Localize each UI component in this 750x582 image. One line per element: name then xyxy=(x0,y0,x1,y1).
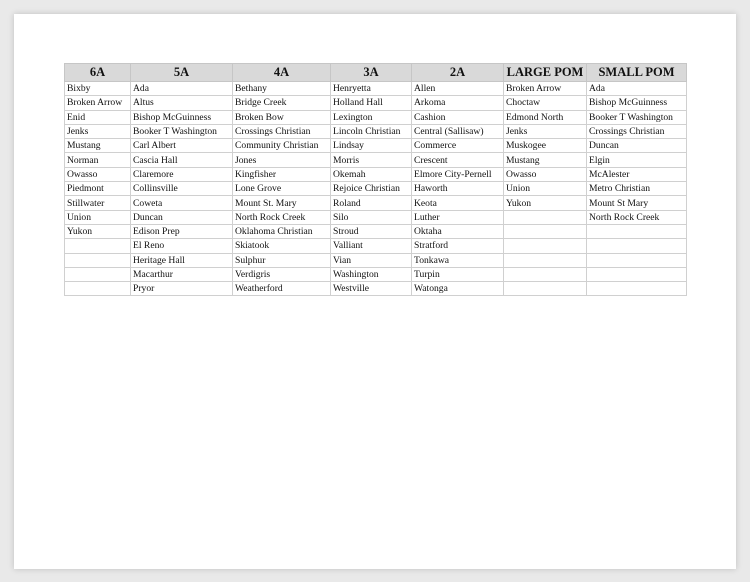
table-cell: Verdigris xyxy=(233,267,331,281)
table-cell: Arkoma xyxy=(412,96,504,110)
table-cell: Booker T Washington xyxy=(587,110,687,124)
table-cell: Crossings Christian xyxy=(233,124,331,138)
table-cell: Jones xyxy=(233,153,331,167)
table-cell: Valliant xyxy=(331,239,412,253)
table-cell: Cashion xyxy=(412,110,504,124)
table-cell xyxy=(65,267,131,281)
table-cell: Community Christian xyxy=(233,139,331,153)
table-cell: Owasso xyxy=(504,167,587,181)
table-cell: Edison Prep xyxy=(131,224,233,238)
table-cell: Holland Hall xyxy=(331,96,412,110)
table-cell: Duncan xyxy=(131,210,233,224)
table-cell: Duncan xyxy=(587,139,687,153)
table-cell: Bridge Creek xyxy=(233,96,331,110)
table-cell: Kingfisher xyxy=(233,167,331,181)
table-cell: Enid xyxy=(65,110,131,124)
table-cell: Elgin xyxy=(587,153,687,167)
table-cell: Cascia Hall xyxy=(131,153,233,167)
table-cell: Tonkawa xyxy=(412,253,504,267)
table-cell: Elmore City-Pernell xyxy=(412,167,504,181)
table-cell: Turpin xyxy=(412,267,504,281)
table-cell: Macarthur xyxy=(131,267,233,281)
table-cell: Stillwater xyxy=(65,196,131,210)
table-cell xyxy=(504,210,587,224)
column-header: SMALL POM xyxy=(587,64,687,82)
table-cell: Oktaha xyxy=(412,224,504,238)
table-cell xyxy=(65,282,131,296)
table-row xyxy=(65,253,687,267)
table-cell: North Rock Creek xyxy=(233,210,331,224)
table-cell: Keota xyxy=(412,196,504,210)
table-cell: Coweta xyxy=(131,196,233,210)
table-row xyxy=(65,124,687,138)
table-cell: Crossings Christian xyxy=(587,124,687,138)
table-cell: Mount St. Mary xyxy=(233,196,331,210)
table-cell xyxy=(587,282,687,296)
table-cell: Skiatook xyxy=(233,239,331,253)
table-cell: Rejoice Christian xyxy=(331,182,412,196)
table-cell: Sulphur xyxy=(233,253,331,267)
table-cell: Jenks xyxy=(504,124,587,138)
table-cell: Booker T Washington xyxy=(131,124,233,138)
table-cell: Westville xyxy=(331,282,412,296)
column-header: 5A xyxy=(131,64,233,82)
table-cell xyxy=(587,224,687,238)
table-cell: Lincoln Christian xyxy=(331,124,412,138)
table-cell: Lone Grove xyxy=(233,182,331,196)
table-cell: Union xyxy=(65,210,131,224)
table-cell: Bixby xyxy=(65,82,131,96)
table-cell: Watonga xyxy=(412,282,504,296)
classification-table xyxy=(64,63,687,296)
table-cell xyxy=(587,239,687,253)
column-header: 2A xyxy=(412,64,504,82)
table-cell: Commerce xyxy=(412,139,504,153)
table-cell: Jenks xyxy=(65,124,131,138)
table-cell: Piedmont xyxy=(65,182,131,196)
table-cell: Stroud xyxy=(331,224,412,238)
table-row xyxy=(65,167,687,181)
table-cell: Bishop McGuinness xyxy=(587,96,687,110)
table-row xyxy=(65,210,687,224)
table-cell: Muskogee xyxy=(504,139,587,153)
table-row xyxy=(65,153,687,167)
table-cell: Crescent xyxy=(412,153,504,167)
table-cell xyxy=(504,253,587,267)
table-cell: Edmond North xyxy=(504,110,587,124)
table-cell xyxy=(65,239,131,253)
table-cell: McAlester xyxy=(587,167,687,181)
table-cell: Weatherford xyxy=(233,282,331,296)
document-page xyxy=(14,14,736,569)
table-cell: Heritage Hall xyxy=(131,253,233,267)
table-cell: Metro Christian xyxy=(587,182,687,196)
table-cell: Washington xyxy=(331,267,412,281)
column-header: LARGE POM xyxy=(504,64,587,82)
table-cell: Mustang xyxy=(65,139,131,153)
table-cell: Broken Bow xyxy=(233,110,331,124)
table-cell: Allen xyxy=(412,82,504,96)
table-row xyxy=(65,196,687,210)
table-cell: Haworth xyxy=(412,182,504,196)
table-cell: Broken Arrow xyxy=(65,96,131,110)
table-cell xyxy=(504,267,587,281)
table-cell: Altus xyxy=(131,96,233,110)
table-cell: Ada xyxy=(131,82,233,96)
table-cell: Silo xyxy=(331,210,412,224)
table-cell: Stratford xyxy=(412,239,504,253)
table-cell: El Reno xyxy=(131,239,233,253)
table-row xyxy=(65,267,687,281)
table-cell: Yukon xyxy=(504,196,587,210)
table-row xyxy=(65,96,687,110)
table-cell: Central (Sallisaw) xyxy=(412,124,504,138)
table-cell: Yukon xyxy=(65,224,131,238)
table-cell: Carl Albert xyxy=(131,139,233,153)
table-cell: Broken Arrow xyxy=(504,82,587,96)
table-cell: Lindsay xyxy=(331,139,412,153)
column-header: 6A xyxy=(65,64,131,82)
table-cell: Union xyxy=(504,182,587,196)
table-cell xyxy=(504,224,587,238)
column-header: 4A xyxy=(233,64,331,82)
table-cell: Lexington xyxy=(331,110,412,124)
table-cell: Owasso xyxy=(65,167,131,181)
table-cell: Henryetta xyxy=(331,82,412,96)
table-cell: Choctaw xyxy=(504,96,587,110)
table-cell: Morris xyxy=(331,153,412,167)
table-cell xyxy=(504,282,587,296)
table-row xyxy=(65,82,687,96)
table-cell xyxy=(587,253,687,267)
table-row xyxy=(65,224,687,238)
table-cell: Bethany xyxy=(233,82,331,96)
table-cell xyxy=(504,239,587,253)
table-cell: Norman xyxy=(65,153,131,167)
table-cell xyxy=(65,253,131,267)
table-row xyxy=(65,110,687,124)
column-header: 3A xyxy=(331,64,412,82)
table-cell: Collinsville xyxy=(131,182,233,196)
table-cell: Claremore xyxy=(131,167,233,181)
table-cell: Ada xyxy=(587,82,687,96)
table-cell: Vian xyxy=(331,253,412,267)
table-cell: North Rock Creek xyxy=(587,210,687,224)
table-row xyxy=(65,239,687,253)
table-cell: Pryor xyxy=(131,282,233,296)
table-body xyxy=(65,82,687,296)
table-cell: Bishop McGuinness xyxy=(131,110,233,124)
table-cell: Roland xyxy=(331,196,412,210)
header-row xyxy=(65,64,687,82)
table-row xyxy=(65,182,687,196)
table-row xyxy=(65,139,687,153)
table-cell: Okemah xyxy=(331,167,412,181)
table-cell: Oklahoma Christian xyxy=(233,224,331,238)
table-cell: Mustang xyxy=(504,153,587,167)
table-cell xyxy=(587,267,687,281)
table-row xyxy=(65,282,687,296)
table-cell: Mount St Mary xyxy=(587,196,687,210)
table-cell: Luther xyxy=(412,210,504,224)
